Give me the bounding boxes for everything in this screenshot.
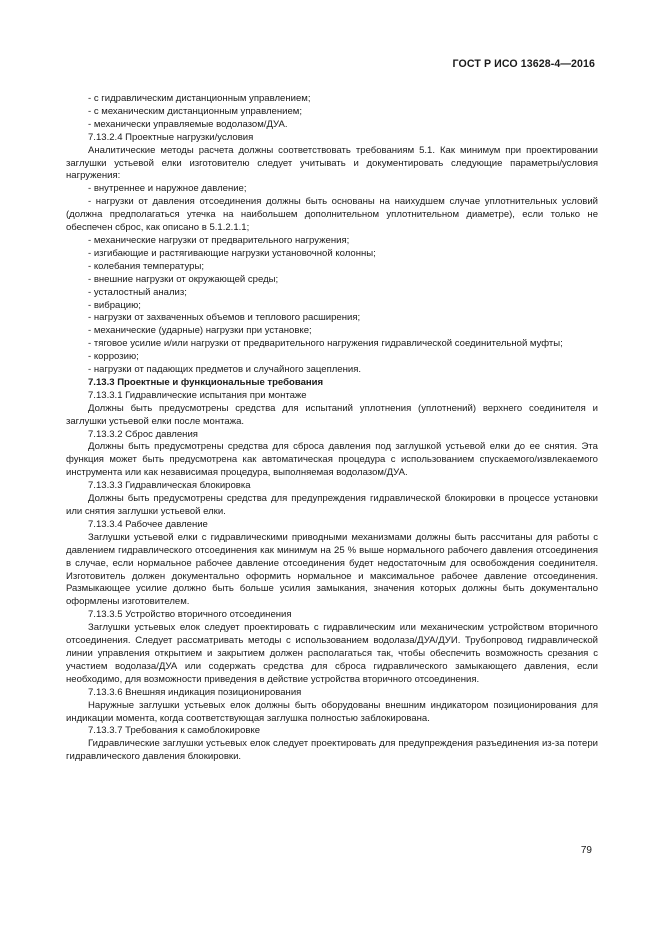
paragraph: - внутреннее и наружное давление;: [88, 183, 247, 195]
document-body: [66, 93, 598, 764]
paragraph: Заглушки устьевых елок следует проектировать с гидравлическим или механическим устройством вторичного отсоединения. Следует рассматривать методы с использованием водолаза/ДУА/ДУИ. Трубопровод гидравлической линии управления открытием и закрытием должен располагаться так, чтобы обеспечить возможность срезания с участием водолаза/ДУА или содержать средства для сброса гидравлического замыкающего давления, если необходимо, для возможности приведения в действие устройства вторичного отсоединения.: [66, 622, 598, 685]
paragraph: - механически управляемые водолазом/ДУА.: [88, 118, 288, 130]
paragraph: 7.13.3.7 Требования к самоблокировке: [88, 725, 261, 737]
paragraph: - изгибающие и растягивающие нагрузки установочной колонны;: [88, 247, 376, 259]
paragraph: - нагрузки от захваченных объемов и теплового расширения;: [88, 312, 361, 324]
paragraph: 7.13.3.3 Гидравлическая блокировка: [88, 480, 251, 492]
paragraph: Должны быть предусмотрены средства для предупреждения гидравлической блокировки в процессе установки или снятия заглушки устьевой елки.: [66, 493, 598, 517]
paragraph: - коррозию;: [88, 351, 139, 363]
paragraph: - нагрузки от падающих предметов и случайного зацепления.: [88, 364, 362, 376]
paragraph: - механические нагрузки от предварительного нагружения;: [88, 234, 350, 246]
paragraph: - с механическим дистанционным управлением;: [88, 105, 302, 117]
paragraph: Гидравлические заглушки устьевых елок следует проектировать для предупреждения разъединения из-за потери гидравлического давления блокировки.: [66, 738, 598, 763]
section-heading: 7.13.3 Проектные и функциональные требования: [88, 376, 324, 388]
paragraph: 7.13.3.5 Устройство вторичного отсоединения: [88, 609, 292, 621]
paragraph: Должны быть предусмотрены средства для испытаний уплотнения (уплотнений) верхнего соединителя и заглушки устьевой елки после монтажа.: [66, 402, 598, 427]
paragraph: - нагрузки от давления отсоединения должны быть основаны на наихудшем случае уплотнительных условий (должна предполагаться утечка на наибольшем дополнительном уплотнительном диаметре), если только не обеспечен сброс, как описано в 5.1.2.1.1;: [66, 196, 598, 234]
paragraph: 7.13.3.6 Внешняя индикация позиционирования: [88, 686, 302, 698]
paragraph: Наружные заглушки устьевых елок должны быть оборудованы внешним индикатором позиционирования для индикации момента, когда соответствующая заглушка полностью заблокирована.: [66, 699, 598, 724]
paragraph: 7.13.3.1 Гидравлические испытания при монтаже: [88, 389, 307, 401]
paragraph: 7.13.3.4 Рабочее давление: [88, 518, 208, 530]
page-header: ГОСТ Р ИСО 13628-4—2016: [452, 58, 595, 70]
paragraph: - с гидравлическим дистанционным управлением;: [88, 93, 311, 104]
page-number: 79: [580, 845, 592, 856]
paragraph: - тяговое усилие и/или нагрузки от предварительного нагружения гидравлической соединительной муфты;: [88, 338, 563, 350]
paragraph: 7.13.3.2 Сброс давления: [88, 428, 198, 440]
paragraph: - внешние нагрузки от окружающей среды;: [88, 273, 279, 285]
paragraph: Заглушки устьевой елки с гидравлическими приводными механизмами должны быть рассчитаны для работы с давлением гидравлического отсоединения как минимум на 25 % выше нормального рабочего давления отсоединения в случае, если нормальное рабочее давление отсоединения будет недостаточным для освобождения соединителя. Изготовитель должен документально оформить нормальное и максимальное рабочее давление отсоединения. Размыкающее усилие должно быть больше усилия замыкания, значения которых должны быть документально оформлены изготовителем.: [66, 531, 598, 608]
paragraph: - колебания температуры;: [88, 260, 204, 272]
paragraph: - усталостный анализ;: [88, 286, 187, 298]
paragraph: Аналитические методы расчета должны соответствовать требованиям 5.1. Как минимум при проектировании заглушки устьевой елки изготовителю следует учитывать и документировать следующие параметры/условия нагружения:: [66, 144, 598, 182]
paragraph: - механические (ударные) нагрузки при установке;: [88, 325, 312, 337]
paragraph: - вибрацию;: [88, 299, 141, 311]
paragraph: Должны быть предусмотрены средства для сброса давления под заглушкой устьевой елки до ее снятия. Эта функция может быть предусмотрена как автоматическая процедура с использованием спускаемого/извлекаемого инструмента или как независимая процедура, выполняемая водолазом/ДУА.: [66, 441, 598, 479]
paragraph: 7.13.2.4 Проектные нагрузки/условия: [88, 131, 254, 143]
